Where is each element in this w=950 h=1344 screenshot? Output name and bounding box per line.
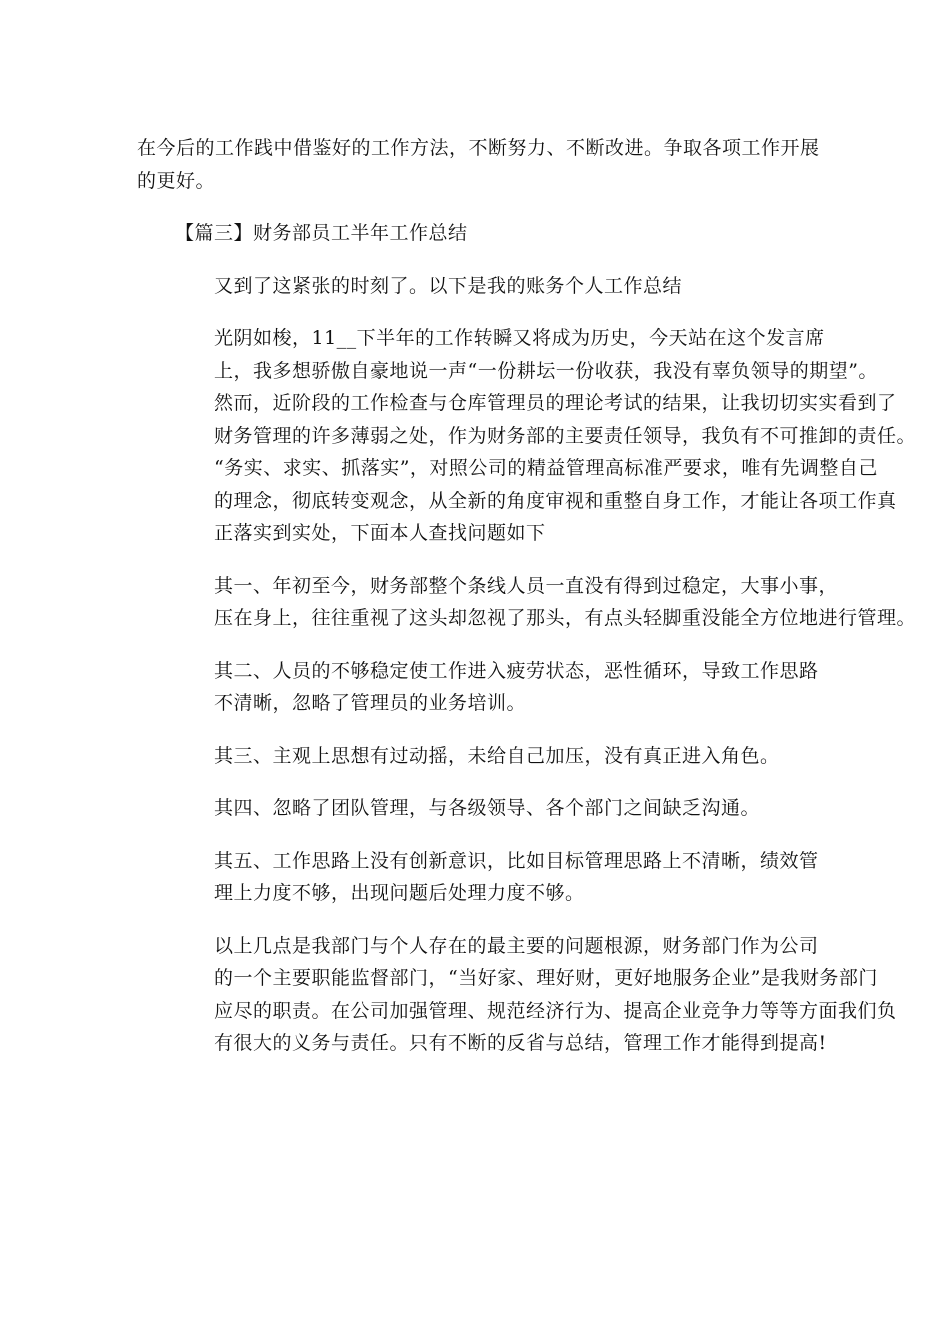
paragraph-line: 其三、主观上思想有过动摇，未给自己加压，没有真正进入角色。	[214, 744, 780, 767]
paragraph-issue-3	[137, 740, 813, 773]
paragraph-issue-5	[137, 845, 819, 910]
paragraph-conclusion	[137, 930, 897, 1060]
paragraph-line: 其一、年初至今，财务部整个条线人员一直没有得到过稳定，大事小事，	[214, 574, 839, 597]
paragraph-overview	[137, 322, 917, 550]
paragraph-line: 压在身上，往往重视了这头却忽视了那头，有点头轻脚重没能全方位地进行管理。	[214, 607, 917, 629]
paragraph-issue-4	[137, 792, 813, 825]
paragraph-line: 然而，近阶段的工作检查与仓库管理员的理论考试的结果，让我切切实实看到了	[214, 392, 897, 414]
paragraph-line: 的一个主要职能监督部门，“当好家、理好财，更好地服务企业”是我财务部门	[214, 967, 878, 989]
paragraph-line: 在今后的工作践中借鉴好的工作方法，不断努力、不断改进。争取各项工作开展	[137, 137, 820, 159]
section-heading: 【篇三】财务部员工半年工作总结	[175, 222, 468, 244]
paragraph-line: 光阴如梭，11__下半年的工作转瞬又将成为历史，今天站在这个发言席	[214, 327, 825, 349]
paragraph-intro	[137, 270, 813, 303]
paragraph-line: 其五、工作思路上没有创新意识，比如目标管理思路上不清晰，绩效管	[214, 849, 819, 872]
paragraph-issue-2	[137, 655, 819, 720]
paragraph-line: 不清晰，忽略了管理员的业务培训。	[214, 692, 527, 714]
paragraph-line: 上，我多想骄傲自豪地说一声“一份耕坛一份收获，我没有辜负领导的期望”。	[214, 359, 878, 382]
paragraph-line: 其二、人员的不够稳定使工作进入疲劳状态，恶性循环，导致工作思路	[214, 659, 819, 682]
paragraph-line: 应尽的职责。在公司加强管理、规范经济行为、提高企业竞争力等等方面我们负	[214, 999, 897, 1022]
paragraph-line: 有很大的义务与责任。只有不断的反省与总结，管理工作才能得到提高!	[214, 1032, 827, 1054]
paragraph-line: 正落实到实处，下面本人查找问题如下	[214, 522, 546, 544]
paragraph-line: “务实、求实、抓落实”，对照公司的精益管理高标准严要求，唯有先调整自己	[214, 457, 878, 479]
paragraph-issue-1	[137, 570, 917, 635]
paragraph-line: 以上几点是我部门与个人存在的最主要的问题根源，财务部门作为公司	[214, 934, 819, 957]
paragraph-line: 又到了这紧张的时刻了。以下是我的账务个人工作总结	[214, 274, 683, 297]
paragraph-line: 其四、忽略了团队管理，与各级领导、各个部门之间缺乏沟通。	[214, 797, 761, 819]
paragraph-line: 财务管理的许多薄弱之处，作为财务部的主要责任领导，我负有不可推卸的责任。	[214, 424, 917, 447]
document-body	[137, 132, 917, 1080]
continuation-paragraph	[137, 132, 820, 197]
paragraph-line: 的更好。	[137, 169, 216, 192]
paragraph-line: 理上力度不够，出现问题后处理力度不够。	[214, 882, 585, 904]
paragraph-line: 的理念，彻底转变观念，从全新的角度审视和重整自身工作，才能让各项工作真	[214, 489, 897, 512]
